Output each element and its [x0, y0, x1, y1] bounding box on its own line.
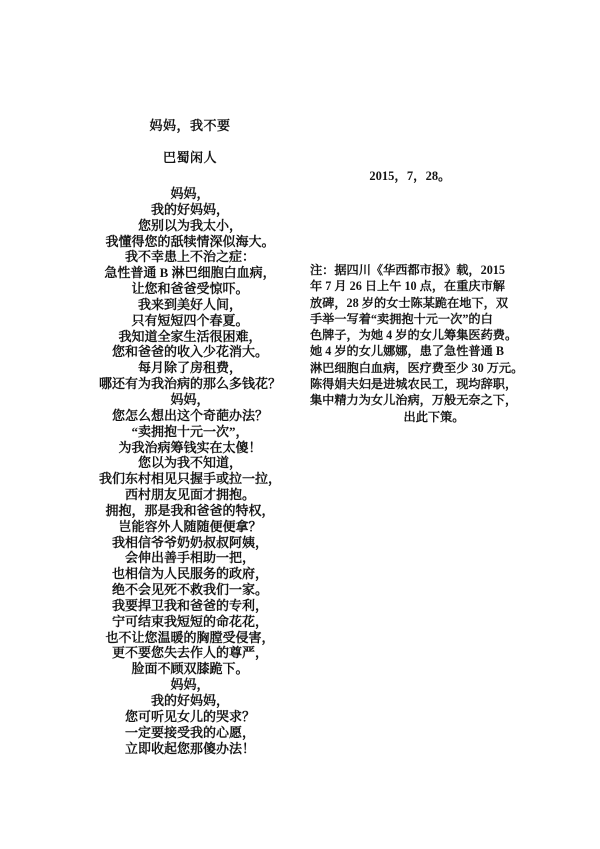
poem-line: 我要捍卫我和爸爸的专利，	[111, 597, 268, 613]
note-line: 集中精力为女儿治病，万般无奈之下，	[310, 393, 518, 408]
poem-line: 一定要接受我的心愿，	[124, 724, 255, 740]
poem-line: 我来到美好人间，	[137, 296, 242, 312]
poem-line: 妈妈，	[170, 186, 210, 201]
poem-line: 我相信爷爷奶奶叔叔阿姨，	[111, 534, 268, 550]
note-line: 她 4 岁的女儿娜娜，患了急性普通 B	[310, 344, 504, 359]
poem-line: 您别以为我太小，	[137, 217, 242, 233]
poem-line: 只有短短四个春夏。	[131, 312, 249, 328]
poem-line: 我的好妈妈，	[150, 693, 229, 708]
note-line: 手举一写着“卖拥抱十元一次”的白	[310, 311, 493, 326]
poem-line: 脸面不顾双膝跪下。	[131, 661, 249, 677]
poem-line: 拥抱，那是我和爸爸的特权，	[105, 502, 275, 518]
note-line: 色牌子，为她 4 岁的女儿筹集医药费。	[310, 328, 518, 343]
poem-date: 2015，7，28。	[369, 169, 451, 183]
poem-line: 让您和爸爸受惊吓。	[131, 281, 249, 297]
poem-line: 急性普通 B 淋巴细胞白血病，	[104, 265, 276, 281]
poem-line: 我的好妈妈，	[150, 201, 229, 217]
poem-line: 宁可结束我短短的命花花，	[111, 613, 268, 629]
annotation-column	[310, 168, 558, 425]
poem-line: 更不要您失去作人的尊严，	[111, 645, 268, 661]
note-line: 出此下策。	[403, 409, 465, 424]
poem-line: 您可听见女儿的哭求？	[124, 708, 255, 724]
note-line: 陈得娟夫妇是进城农民工，现均辞职，	[310, 377, 518, 392]
poem-line: 哪还有为我治病的那么多钱花？	[98, 376, 281, 392]
poem-line: 也相信为人民服务的政府，	[111, 566, 268, 582]
poem-line: 也不让您温暖的胸膛受侵害，	[105, 629, 275, 645]
poem-column	[40, 118, 340, 756]
note-line: 淋巴细胞白血病，医疗费至少 30 万元。	[310, 360, 524, 375]
poem-line: 您和爸爸的收入少花消大。	[111, 344, 268, 360]
poem-line: 您以为我不知道，	[137, 455, 242, 471]
poem-line: 我们东村相见只握手或拉一拉，	[98, 471, 281, 487]
poem-line: “卖拥抱十元一次”，	[131, 423, 249, 439]
poem-line: 为我治病筹钱实在太傻！	[118, 439, 262, 455]
poem-body	[40, 186, 340, 756]
poem-line: 妈妈，	[170, 677, 210, 693]
poem-line: 会伸出善手相助一把，	[124, 550, 255, 566]
poem-line: 妈妈，	[170, 391, 210, 407]
poem-author: 巴蜀闲人	[162, 150, 217, 165]
poem-line: 您怎么想出这个奇葩办法？	[111, 407, 268, 423]
poem-line: 每月除了房租费，	[137, 360, 242, 376]
note-block	[310, 262, 558, 425]
poem-line: 我知道全家生活很困难，	[118, 328, 262, 344]
poem-line: 西村朋友见面才拥抱。	[124, 487, 255, 503]
poem-line: 岂能容外人随随便便拿？	[118, 518, 262, 534]
note-line: 年 7 月 26 日上午 10 点，在重庆市解	[310, 279, 505, 294]
poem-line: 我懂得您的舐犊情深似海大。	[105, 233, 275, 249]
poem-line: 立即收起您那傻办法！	[124, 740, 255, 756]
note-line: 放碑，28 岁的女士陈某跪在地下，双	[310, 295, 509, 310]
poem-line: 绝不会见死不救我们一家。	[111, 582, 268, 598]
poem-line: 我不幸患上不治之症：	[124, 249, 255, 265]
note-line: 注：据四川《华西都市报》载，2015	[310, 263, 505, 277]
poem-title: 妈妈，我不要	[149, 118, 231, 133]
